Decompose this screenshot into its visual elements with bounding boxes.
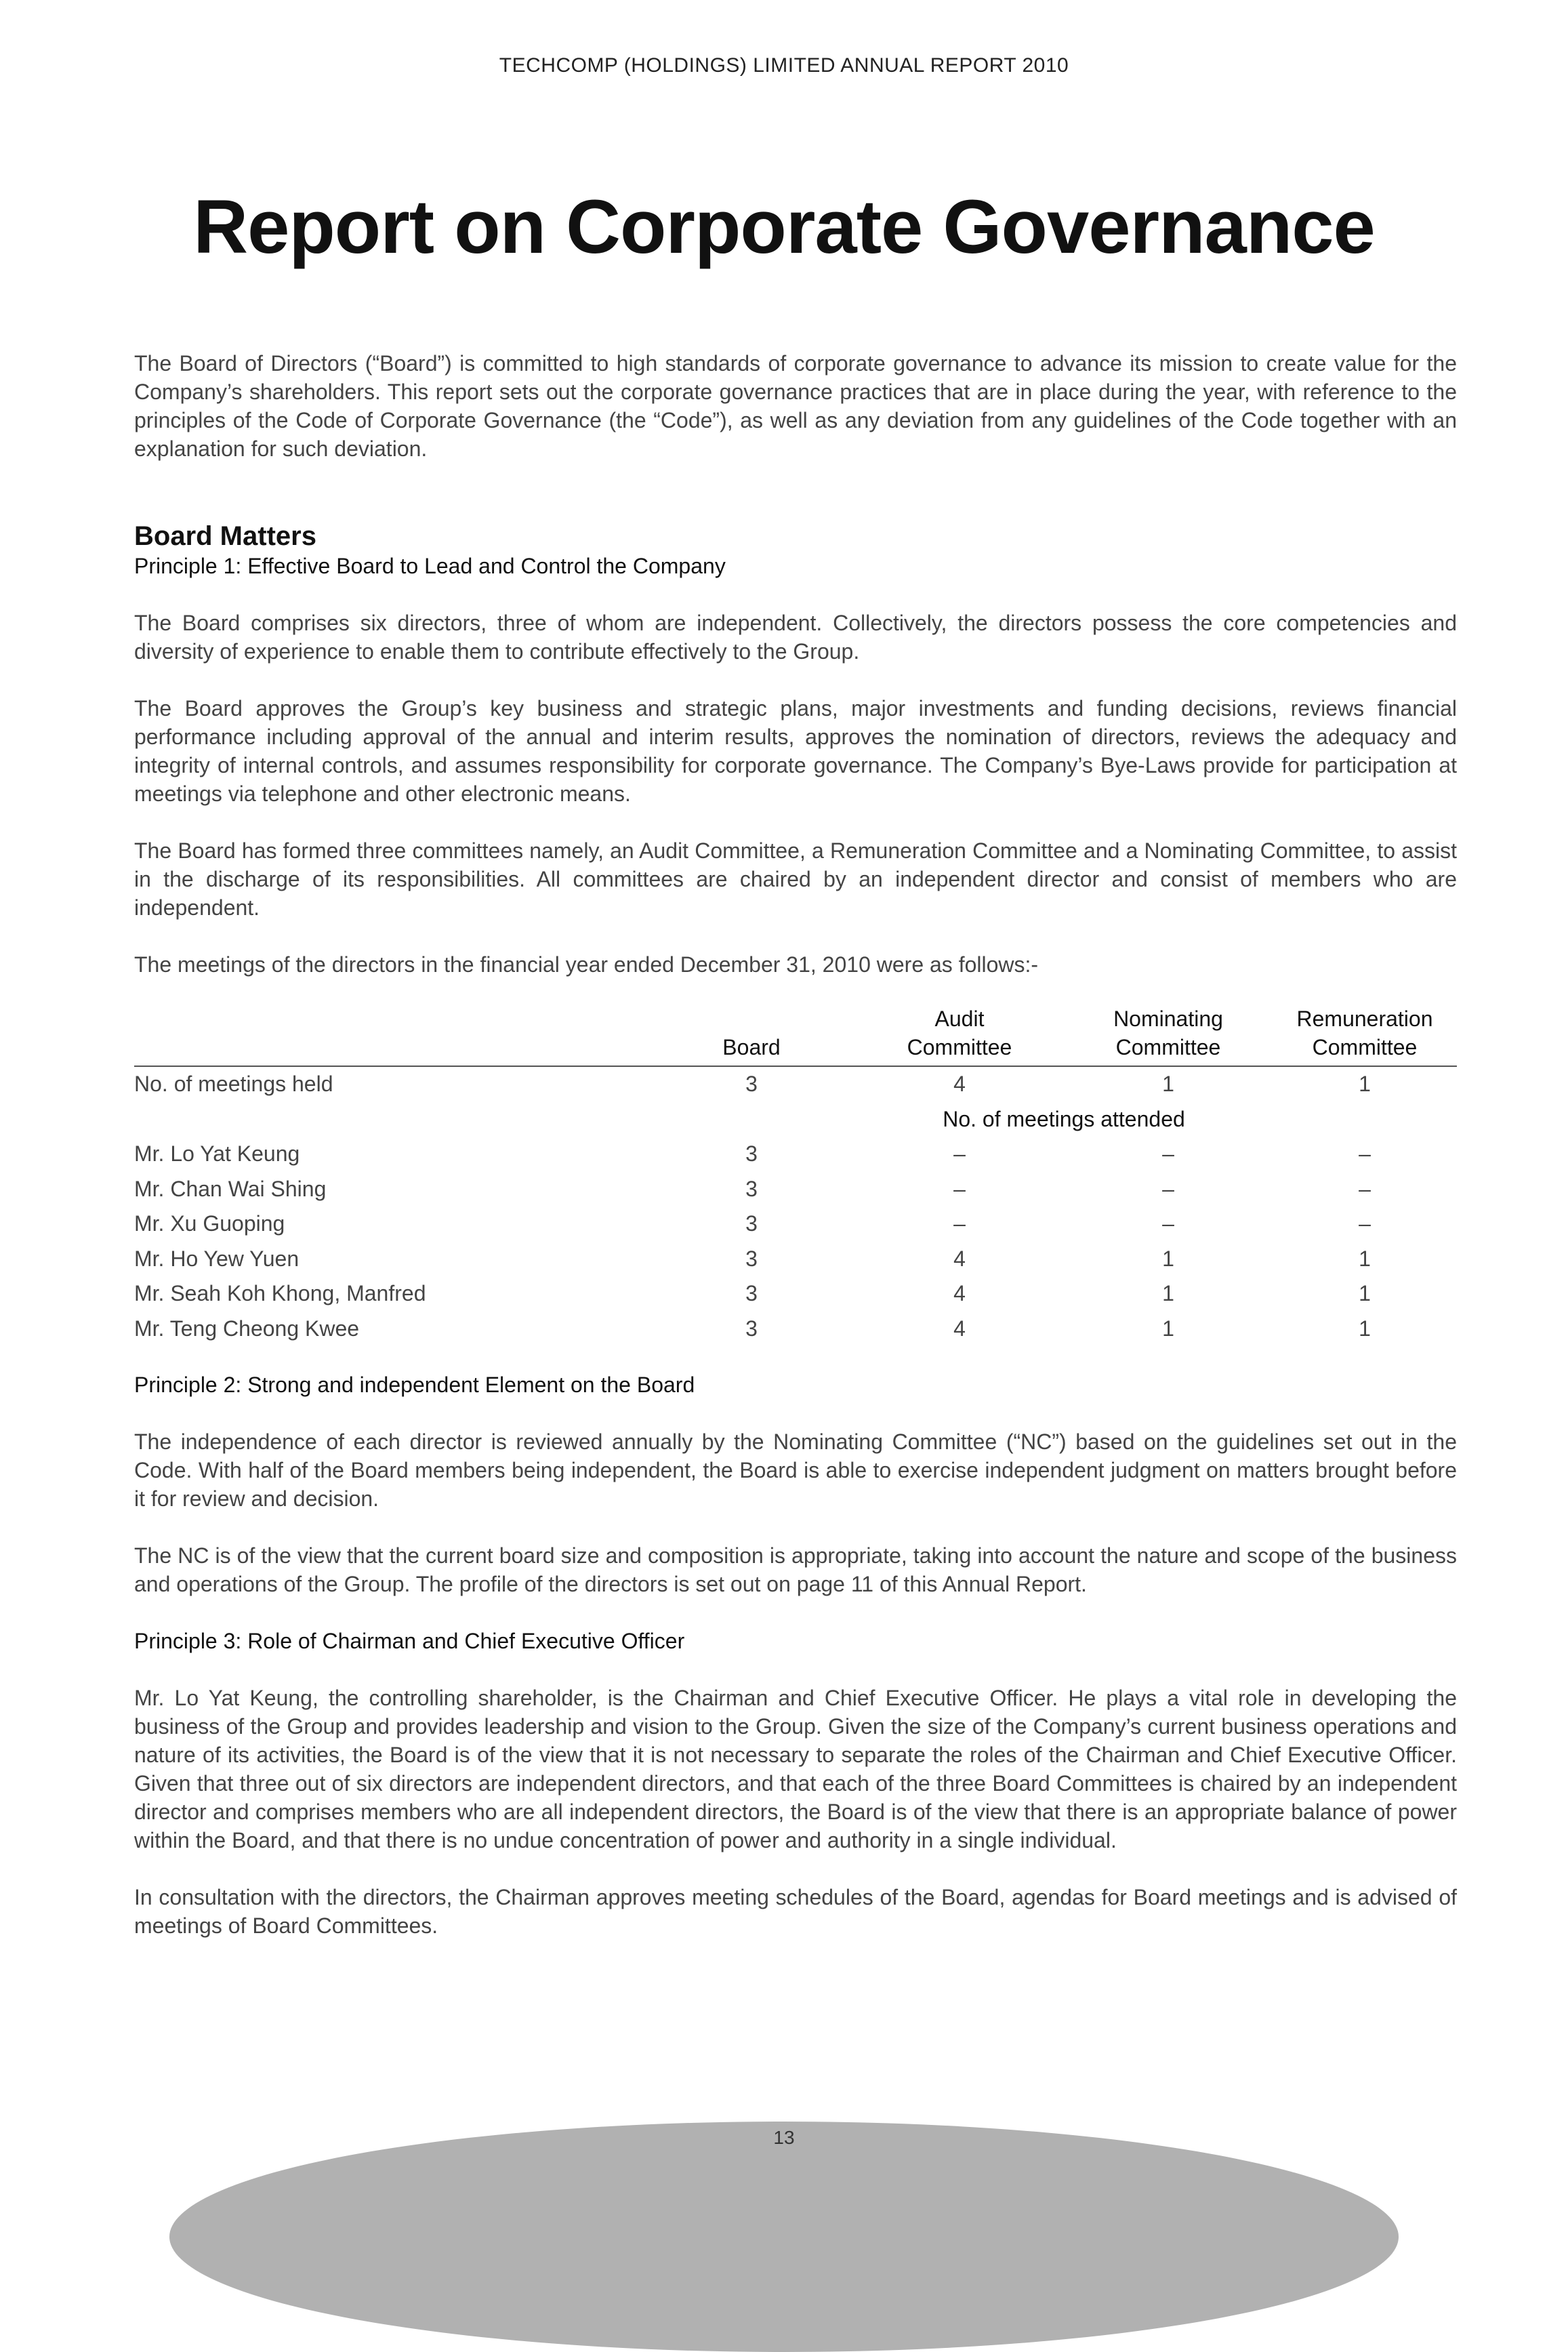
cell-value: – xyxy=(1162,1176,1174,1201)
page-number: 13 xyxy=(773,2127,795,2148)
cell-value: 1 xyxy=(1359,1246,1371,1271)
table-header-nominating-committee: Nominating Committee xyxy=(1064,1005,1273,1066)
cell-value: – xyxy=(1359,1211,1371,1236)
table-header-row xyxy=(134,1005,1457,1066)
table-row-meetings-held xyxy=(134,1066,1457,1102)
cell-value: 4 xyxy=(953,1072,966,1096)
principle-1-heading: Principle 1: Effective Board to Lead and Control the Company xyxy=(134,554,726,578)
table-row xyxy=(134,1207,1457,1242)
cell-value: 3 xyxy=(745,1211,758,1236)
table-header-audit-committee: Audit Committee xyxy=(855,1005,1064,1066)
table-header-board: Board xyxy=(648,1005,855,1066)
cell-value: – xyxy=(953,1141,966,1166)
cell-value: 4 xyxy=(953,1246,966,1271)
cell-value: 3 xyxy=(745,1176,758,1201)
board-paragraph-2: The Board approves the Group’s key business and strategic plans, major investments and funding decisions, reviews financial performance including approval of the annual and interim results, approves the nomination of directors, reviews the adequacy and integrity of internal controls, and assumes responsibility for corporate governance. The Company’s Bye-Laws provide for participation at meetings via telephone and other electronic means. xyxy=(134,696,1457,806)
table-row xyxy=(134,1137,1457,1172)
cell-value: – xyxy=(953,1176,966,1201)
row-label: No. of meetings held xyxy=(134,1072,333,1096)
cell-value: – xyxy=(1359,1176,1371,1201)
table-header-remuneration-committee: Remuneration Committee xyxy=(1273,1005,1457,1066)
cell-value: 1 xyxy=(1162,1246,1174,1271)
cell-value: 1 xyxy=(1359,1281,1371,1305)
cell-value: 1 xyxy=(1359,1072,1371,1096)
cell-value: 1 xyxy=(1162,1281,1174,1305)
cell-value: 3 xyxy=(745,1072,758,1096)
cell-value: 4 xyxy=(953,1316,966,1341)
meetings-table xyxy=(134,1005,1457,1346)
director-name: Mr. Lo Yat Keung xyxy=(134,1141,300,1166)
director-name: Mr. Teng Cheong Kwee xyxy=(134,1316,360,1341)
attended-subheader: No. of meetings attended xyxy=(943,1106,1185,1131)
table-row xyxy=(134,1276,1457,1312)
cell-value: 1 xyxy=(1162,1316,1174,1341)
cell-value: 3 xyxy=(745,1281,758,1305)
cell-value: 1 xyxy=(1359,1316,1371,1341)
intro-paragraph: The Board of Directors (“Board”) is committed to high standards of corporate governance to advance its mission to create value for the Company’s shareholders. This report sets out the corporate governance practices that are in place during the year, with reference to the principles of the Code of Corporate Governance (the “Code”), as well as any deviation from any guidelines of the Code together with an explanation for such deviation. xyxy=(134,351,1457,461)
cell-value: 1 xyxy=(1162,1072,1174,1096)
cell-value: 3 xyxy=(745,1141,758,1166)
table-row-attended-subheader xyxy=(134,1102,1457,1137)
director-name: Mr. Ho Yew Yuen xyxy=(134,1246,300,1271)
cell-value: – xyxy=(1162,1141,1174,1166)
cell-value: 4 xyxy=(953,1281,966,1305)
table-row xyxy=(134,1172,1457,1207)
cell-value: – xyxy=(1162,1211,1174,1236)
principle-2-paragraph-1: The independence of each director is reviewed annually by the Nominating Committee (“NC”) based on the guidelines set out in the Code. With half of the Board members being independent, the Board is able to exercise independent judgment on matters brought before it for review and decision. xyxy=(134,1430,1457,1511)
board-paragraph-1: The Board comprises six directors, three of whom are independent. Collectively, the directors possess the core competencies and diversity of experience to enable them to contribute effectively to the Group. xyxy=(134,611,1457,664)
principle-2-paragraph-2: The NC is of the view that the current board size and composition is appropriate, taking into account the nature and scope of the business and operations of the Group. The profile of the directors is set out on page 11 of this Annual Report. xyxy=(134,1543,1457,1596)
board-paragraph-3: The Board has formed three committees namely, an Audit Committee, a Remuneration Committee and a Nominating Committee, to assist in the discharge of its responsibilities. All committees are chaired by an independent director and consist of members who are independent. xyxy=(134,838,1457,920)
table-header-name xyxy=(134,1005,648,1066)
report-body xyxy=(134,349,1457,1940)
report-header: TECHCOMP (HOLDINGS) LIMITED ANNUAL REPORT 2010 xyxy=(499,54,1069,77)
director-name: Mr. Chan Wai Shing xyxy=(134,1176,327,1201)
director-name: Mr. Seah Koh Khong, Manfred xyxy=(134,1281,426,1305)
cell-value: – xyxy=(953,1211,966,1236)
footer-decoration xyxy=(169,2122,1399,2352)
principle-3-heading: Principle 3: Role of Chairman and Chief Executive Officer xyxy=(134,1629,685,1653)
page-title: Report on Corporate Governance xyxy=(193,184,1375,269)
principle-3-paragraph-1: Mr. Lo Yat Keung, the controlling shareholder, is the Chairman and Chief Executive Officer. He plays a vital role in developing the business of the Group and provides leadership and vision to the Group. Given the size of the Company’s current business operations and nature of its activities, the Board is of the view that it is not necessary to separate the roles of the Chairman and Chief Executive Officer. Given that three out of six directors are independent directors, and that each of the three Board Committees is chaired by an independent director and comprises members who are all independent directors, the Board is of the view that there is an appropriate balance of power within the Board, and that there is no undue concentration of power and authority in a single individual. xyxy=(134,1686,1457,1852)
section-heading-board-matters: Board Matters xyxy=(134,521,316,551)
board-paragraph-4: The meetings of the directors in the financial year ended December 31, 2010 were as follows:- xyxy=(134,952,1039,977)
director-name: Mr. Xu Guoping xyxy=(134,1211,285,1236)
principle-2-heading: Principle 2: Strong and independent Element on the Board xyxy=(134,1373,695,1397)
cell-value: – xyxy=(1359,1141,1371,1166)
cell-value: 3 xyxy=(745,1246,758,1271)
table-row xyxy=(134,1312,1457,1347)
table-row xyxy=(134,1242,1457,1277)
cell-value: 3 xyxy=(745,1316,758,1341)
principle-3-paragraph-2: In consultation with the directors, the Chairman approves meeting schedules of the Board, agendas for Board meetings and is advised of meetings of Board Committees. xyxy=(134,1885,1457,1938)
